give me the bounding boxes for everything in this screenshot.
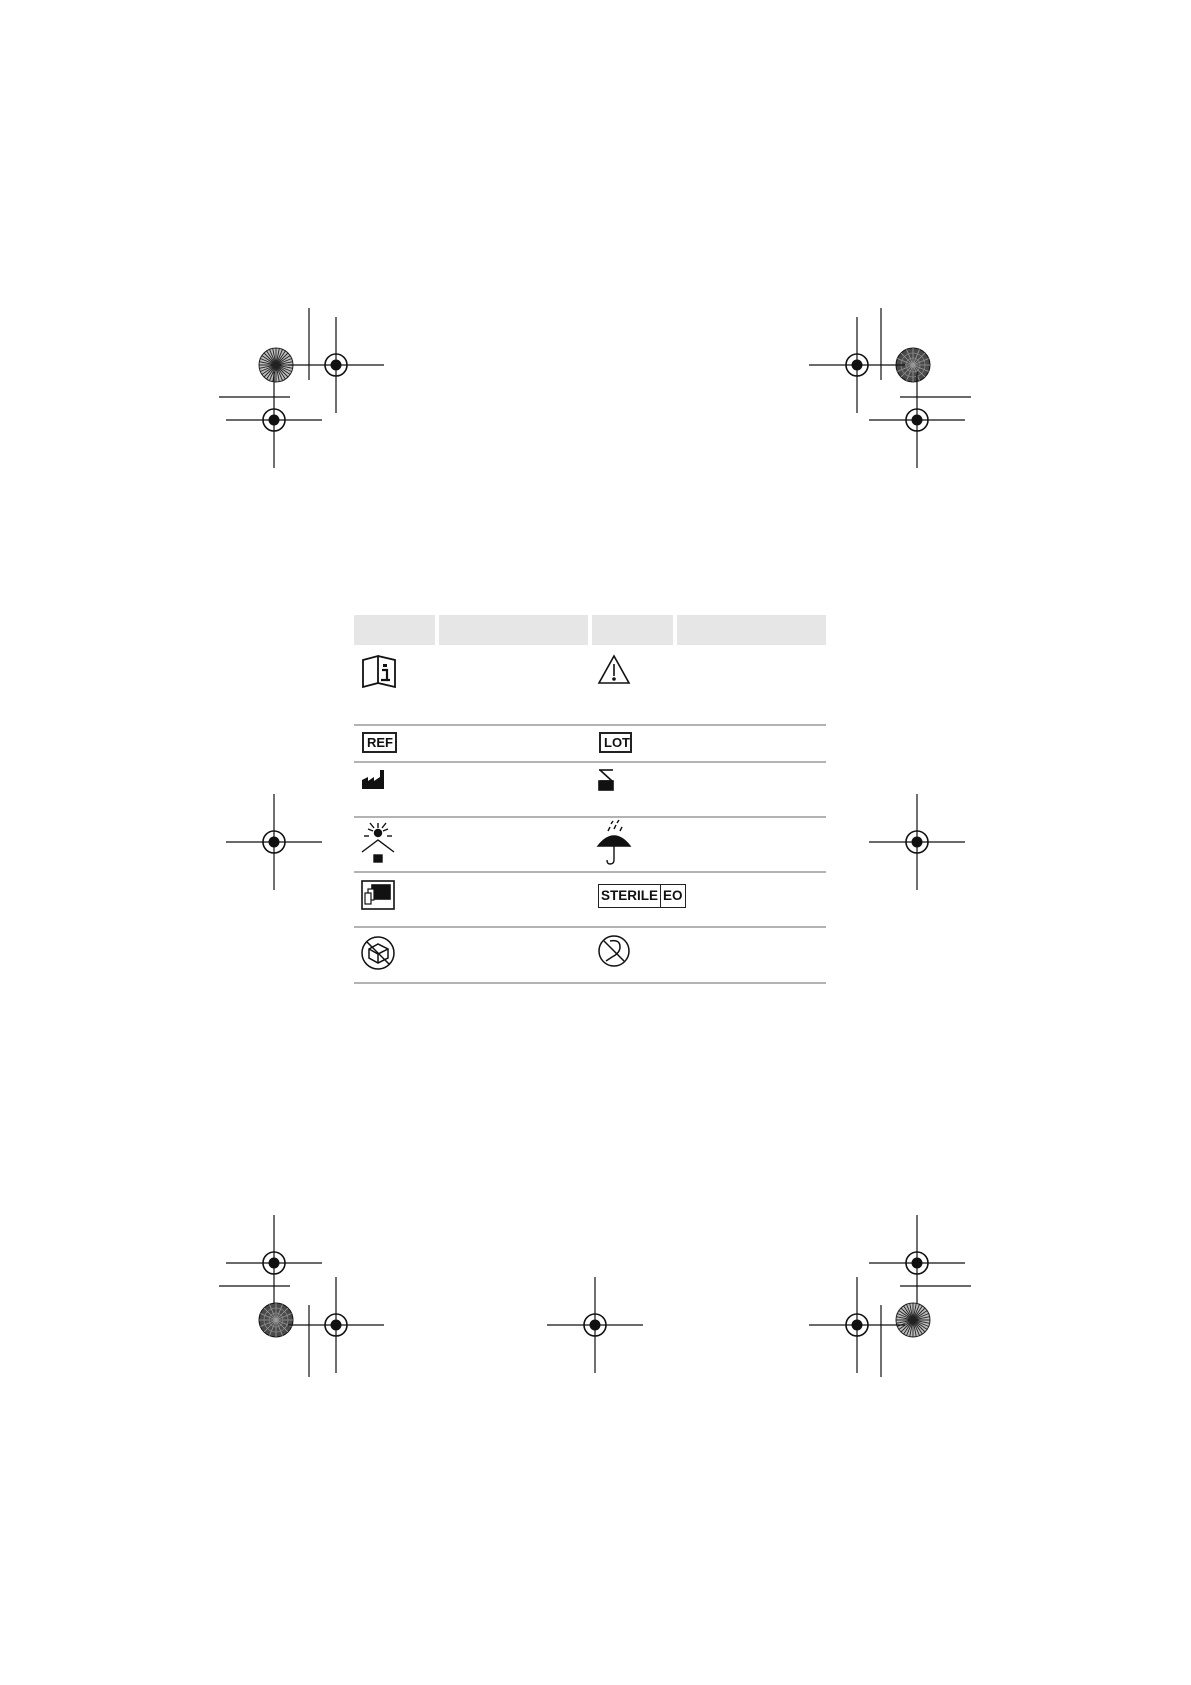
registration-mark [809,1277,905,1373]
registration-mark [547,1277,643,1373]
registration-mark [869,794,965,890]
use-by-date-icon [599,770,613,790]
eo-label: EO [660,885,685,907]
ref-label: REF [367,735,393,750]
keep-away-from-sunlight-icon [362,823,394,862]
color-star-mark [259,348,293,382]
table-header-cell [677,615,826,645]
registration-mark [226,1215,322,1311]
color-star-mark [259,1303,293,1337]
registration-mark [869,372,965,468]
catalogue-number-icon [362,732,397,753]
table-header-cell [592,615,673,645]
registration-mark [809,317,905,413]
package-contents-icon [362,881,394,909]
manufacturer-icon [362,770,384,789]
table-header-cell [439,615,588,645]
do-not-use-if-damaged-icon [362,937,394,969]
registration-mark [226,794,322,890]
sterile-label: STERILE [601,888,659,903]
lot-label: LOT [604,735,630,750]
consult-instructions-icon [363,656,395,687]
registration-mark [226,372,322,468]
do-not-reuse-icon [599,936,629,966]
table-header-cell [354,615,435,645]
registration-mark [288,1277,384,1373]
color-star-mark [896,1303,930,1337]
registration-mark [869,1215,965,1311]
sterilized-eo-icon [598,884,686,908]
caution-icon [599,656,629,683]
registration-mark [288,317,384,413]
keep-dry-icon [598,820,630,864]
batch-code-icon [599,732,632,753]
